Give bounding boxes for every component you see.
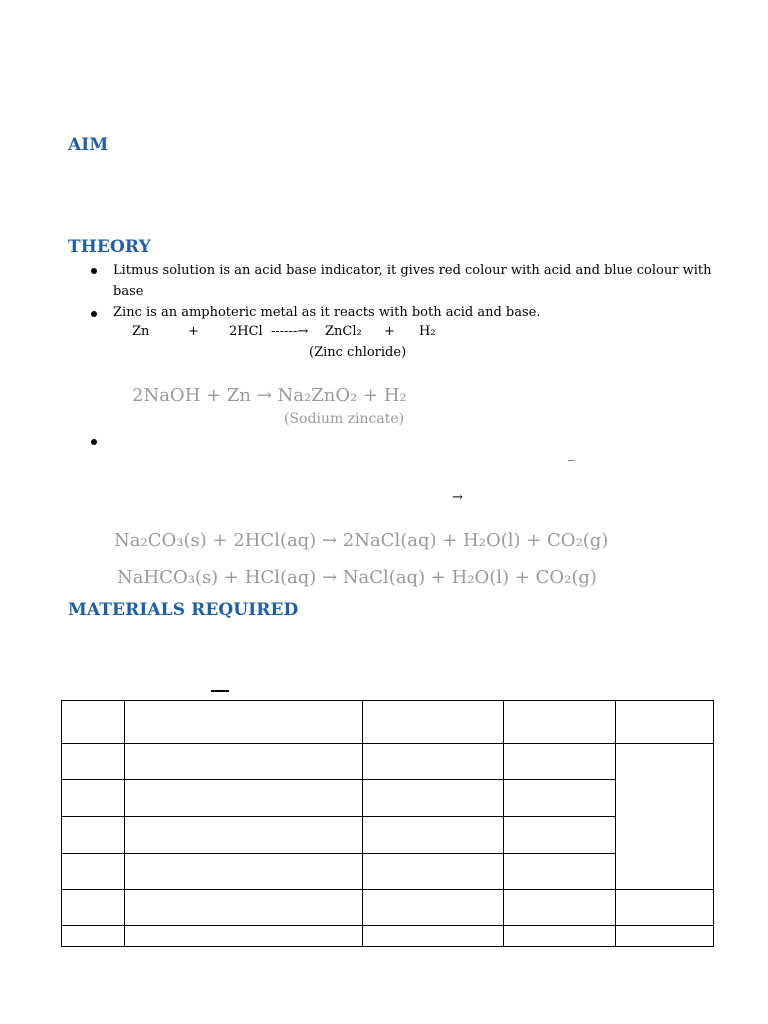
- table-cell: [504, 817, 616, 854]
- eq2-sodium-zincate: 2NaOH + Zn → Na₂ZnO₂ + H₂: [132, 385, 407, 406]
- table-cell: [363, 854, 504, 890]
- table-cell: [616, 890, 714, 926]
- aim-heading: AIM: [68, 135, 109, 155]
- table-cell: [616, 926, 714, 947]
- bullet-zinc: Zinc is an amphoteric metal as it reacts with both acid and base.: [113, 305, 541, 320]
- bullet-dot: [91, 311, 97, 317]
- eq4-bicarbonate: NaHCO₃(s) + HCl(aq) → NaCl(aq) + H₂O(l) + CO₂(g): [117, 567, 597, 588]
- eq3-carbonate: Na₂CO₃(s) + 2HCl(aq) → 2NaCl(aq) + H₂O(l) + CO₂(g): [114, 530, 609, 551]
- table-cell: [62, 780, 125, 817]
- table-cell: [363, 817, 504, 854]
- bullet-dot: [91, 268, 97, 274]
- eq1-plus: +: [188, 324, 199, 339]
- bullet-litmus-line1: Litmus solution is an acid base indicator, it gives red colour with acid and blue colour with: [113, 263, 712, 278]
- stray-dash: _: [568, 447, 575, 462]
- table-cell: [363, 926, 504, 947]
- eq1-h2: H₂: [419, 324, 436, 339]
- table-cell: [363, 780, 504, 817]
- theory-heading: THEORY: [68, 237, 151, 257]
- table-cell: [125, 701, 363, 744]
- table-cell: [504, 926, 616, 947]
- table-cell: [125, 854, 363, 890]
- bullet-litmus-line2: base: [113, 284, 144, 299]
- table-cell: [125, 926, 363, 947]
- table-row: [62, 926, 714, 947]
- table-cell: [125, 744, 363, 780]
- table-cell: [125, 780, 363, 817]
- bullet-litmus: [113, 260, 733, 302]
- eq2-caption: (Sodium zincate): [284, 411, 405, 427]
- bullet-dot: [91, 439, 97, 445]
- table-cell: [62, 744, 125, 780]
- eq1-hcl: 2HCl: [229, 324, 263, 339]
- table-cell: [504, 744, 616, 780]
- eq1-plus: +: [384, 324, 395, 339]
- table-row: [62, 890, 714, 926]
- table-cell: [363, 701, 504, 744]
- table-cell: [504, 890, 616, 926]
- eq1-arrow: ------→: [271, 324, 309, 339]
- table-cell: [62, 701, 125, 744]
- table-cell: [62, 890, 125, 926]
- table-cell: [363, 744, 504, 780]
- table-cell: [62, 817, 125, 854]
- table-cell: [504, 854, 616, 890]
- eq1-zncl2: ZnCl₂: [325, 324, 362, 339]
- table-header-row: [62, 701, 714, 744]
- underline-mark: [211, 690, 229, 692]
- table-merged-cell: [616, 744, 714, 890]
- table-cell: [504, 780, 616, 817]
- table-cell: [125, 890, 363, 926]
- table-cell: [62, 854, 125, 890]
- table-row: [62, 744, 714, 780]
- eq1-caption: (Zinc chloride): [309, 345, 407, 360]
- materials-heading: MATERIALS REQUIRED: [68, 600, 299, 620]
- table-cell: [62, 926, 125, 947]
- table-cell: [616, 701, 714, 744]
- observation-table: [61, 700, 714, 947]
- table-cell: [125, 817, 363, 854]
- table-cell: [363, 890, 504, 926]
- eq1-zn: Zn: [132, 324, 150, 339]
- table-cell: [504, 701, 616, 744]
- stray-arrow: →: [452, 490, 463, 505]
